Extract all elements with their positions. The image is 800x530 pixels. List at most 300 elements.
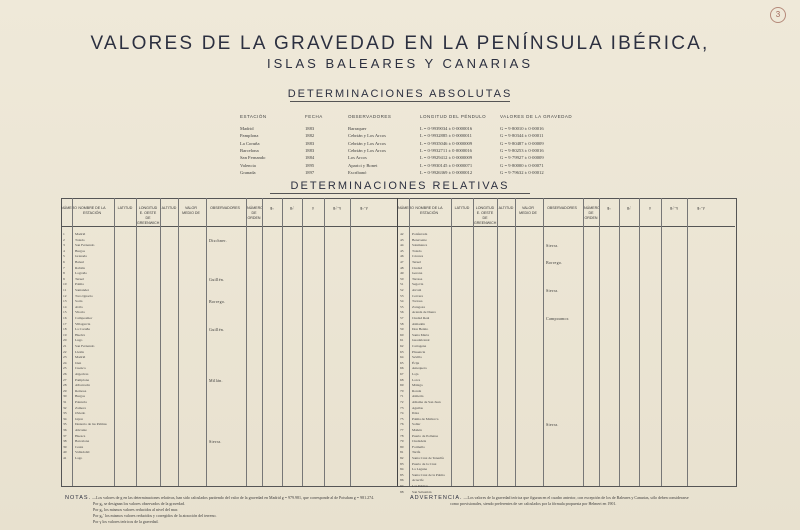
relativas-middle-rule (397, 198, 398, 486)
relativas-station-name: Soller (412, 422, 421, 427)
relativas-col-header: γ (649, 206, 651, 210)
relativas-row-number: 88 (400, 489, 404, 494)
relativas-col-header: ALTITUD (161, 206, 177, 210)
relativas-row-number: 58 (400, 321, 404, 326)
relativas-row-number: 55 (400, 304, 404, 309)
relativas-station-name: Palma (75, 282, 84, 287)
relativas-station-name: Campoamor (75, 316, 93, 320)
relativas-row-number: 63 (400, 349, 404, 354)
abs-col-gravedad: VALORES DE LA GRAVEDAD (500, 114, 573, 119)
absolutas-cell-obs: Escribanó (348, 169, 367, 175)
relativas-col-header: NOMBRE DE LA ESTACIÓN (78, 206, 106, 215)
relativas-row-number: 17 (63, 321, 67, 326)
advertencia-label: ADVERTENCIA. (410, 495, 463, 501)
relativas-col-header: VALOR MEDIO DE (182, 206, 200, 215)
relativas-row-number: 29 (63, 388, 67, 393)
relativas-row-number: 73 (400, 405, 404, 410)
relativas-column-rule (262, 198, 263, 486)
relativas-row-number: 2 (63, 237, 65, 242)
relativas-col-header: NOMBRE DE LA ESTACIÓN (415, 206, 443, 215)
relativas-station-name: Algeciras (75, 372, 89, 376)
relativas-row-number: 5 (63, 254, 65, 259)
relativas-column-rule (619, 198, 620, 486)
relativas-row-number: 54 (400, 299, 404, 304)
relativas-column-rule (72, 198, 73, 486)
relativas-station-name: Gijon (75, 416, 83, 421)
relativas-column-rule (543, 198, 544, 486)
relativas-station-name: Avila (75, 304, 83, 309)
absolutas-cell-grav: G = 9·80010 ± 0·00016 (500, 126, 544, 131)
relativas-row-number: 59 (400, 327, 404, 332)
relativas-column-rule (136, 198, 137, 486)
absolutas-cell-grav: G = 9·80253 ± 0·00016 (500, 147, 544, 153)
relativas-row-number: 10 (63, 282, 67, 287)
relativas-station-name: Albarracín (75, 383, 90, 388)
relativas-row-number: 49 (400, 271, 404, 276)
absolutas-cell-fecha: 1883 (305, 140, 315, 146)
absolutas-cell-fecha: 1882 (305, 133, 315, 139)
relativas-col-header: g₀′−γ (669, 206, 679, 210)
relativas-row-number: 51 (400, 282, 404, 287)
relativas-station-name: Lugo (75, 338, 83, 343)
absolutas-cell-fecha: 1883 (305, 126, 315, 131)
absolutas-cell-estacion: La Coruña (240, 140, 260, 146)
relativas-col-header: g₀ (270, 206, 274, 210)
relativas-station-name: Rabida (75, 265, 85, 270)
relativas-station-name: Toledo (75, 237, 85, 242)
abs-col-observadores: OBSERVADORES (348, 114, 392, 119)
relativas-row-number: 65 (400, 360, 404, 365)
relativas-col-header: OBSERVADORES (210, 206, 240, 210)
relativas-row-number: 61 (400, 338, 404, 343)
relativas-row-number: 48 (400, 265, 404, 270)
relativas-station-name: Baleal (75, 260, 84, 264)
relativas-station-name: Oviedo (75, 411, 86, 416)
relativas-row-number: 27 (63, 377, 67, 382)
relativas-col-header: g₀−γ (697, 206, 705, 210)
observer-group-label: Sierra. (546, 422, 559, 428)
relativas-station-name: Huesca (75, 433, 86, 438)
relativas-station-name: Madrid (75, 232, 86, 236)
relativas-row-number: 50 (400, 276, 404, 281)
relativas-row-number: 32 (63, 405, 67, 410)
observer-group-label: Guillén. (209, 276, 225, 282)
relativas-row-number: 45 (400, 248, 404, 253)
relativas-column-rule (515, 198, 516, 486)
relativas-column-rule (687, 198, 688, 486)
relativas-station-name: Vitoria (75, 310, 85, 315)
relativas-station-name: Teruel (75, 276, 84, 281)
relativas-row-number: 60 (400, 332, 404, 337)
relativas-row-number: 79 (400, 439, 404, 444)
relativas-row-number: 62 (400, 344, 404, 348)
relativas-row-number: 71 (400, 394, 404, 399)
relativas-row-number: 21 (63, 344, 67, 348)
relativas-station-name: Benavente (412, 237, 427, 242)
relativas-row-number: 56 (400, 310, 404, 315)
relativas-station-name: Madrid (75, 355, 86, 360)
relativas-station-name: Palma de Mallorca (412, 416, 439, 421)
relativas-heading: DETERMINACIONES RELATIVAS (290, 180, 510, 192)
observer-group-label: Millán. (209, 377, 223, 383)
relativas-station-name: Valladolid (75, 450, 90, 455)
relativas-station-name: La Coruña (75, 327, 90, 332)
relativas-col-header: g₀ (607, 206, 611, 210)
relativas-station-name: Santa Cruz de Tenerife (412, 456, 445, 460)
relativas-column-rule (409, 198, 410, 486)
relativas-row-number: 68 (400, 377, 404, 382)
relativas-row-number: 86 (400, 478, 404, 483)
relativas-column-rule (497, 198, 498, 486)
relativas-station-name: Cuenca (75, 366, 86, 371)
relativas-row-number: 41 (63, 456, 67, 460)
relativas-row-number: 15 (63, 310, 67, 315)
observer-group-label: Sierra. (209, 439, 222, 445)
absolutas-row (0, 133, 800, 140)
relativas-station-name: San Sebastián (412, 489, 432, 494)
relativas-row-number: 84 (400, 467, 404, 472)
observer-group-label: Guillén. (209, 327, 225, 333)
relativas-station-name: Ponferrada (412, 232, 428, 236)
relativas-row-number: 13 (63, 299, 67, 304)
absolutas-cell-grav: G = 9·80000 ± 0·00071 (500, 162, 544, 168)
relativas-station-name: Ronda (412, 388, 422, 393)
relativas-station-name: Palencia (75, 400, 87, 404)
relativas-row-number: 43 (400, 237, 404, 242)
relativas-station-name: Toro Ignacio (75, 293, 93, 298)
relativas-station-name: Sevilla (412, 355, 422, 360)
relativas-station-name: Zamora (75, 405, 86, 410)
relativas-row-number: 6 (63, 260, 65, 264)
observer-group-label: Sierra. (546, 288, 559, 293)
relativas-row-number: 44 (400, 243, 404, 248)
relativas-row-number: 34 (63, 416, 67, 421)
relativas-row-number: 83 (400, 461, 404, 466)
advertencia-line: como provisionales, siendo preferentes de ser calculados por la fórmula propuesta por Helmert en 1901. (450, 501, 617, 506)
advertencia-block (410, 495, 740, 507)
relativas-station-name: Barcelona (75, 439, 90, 444)
absolutas-cell-long: L = 0·9932885 ± 0·0000011 (420, 133, 472, 139)
relativas-row-number: 12 (63, 293, 67, 298)
relativas-station-name: Teruel (412, 260, 421, 264)
page-number-badge: 3 (770, 7, 786, 23)
relativas-station-name: Alicante (75, 428, 87, 432)
relativas-row-number: 1 (63, 232, 65, 236)
relativas-col-header: NÚMERO DE ORDEN (584, 206, 600, 220)
relativas-row-number: 38 (63, 439, 67, 444)
notas-line: Por γ los valores teóricos de la gravedad. (93, 519, 159, 524)
absolutas-cell-long: L = 0·9929412 ± 0·0000009 (420, 155, 473, 161)
relativas-station-name: Burgos (75, 394, 86, 399)
absolutas-cell-obs: Los Arcos (348, 155, 367, 161)
relativas-row-number: 24 (63, 360, 67, 365)
relativas-station-name: Salamanca (412, 243, 428, 248)
relativas-station-name: Mahón (412, 428, 422, 432)
relativas-col-header: NÚMERO (398, 206, 414, 210)
relativas-station-name: Villagarcía (75, 321, 91, 326)
relativas-station-name: Cartagena (412, 344, 427, 348)
relativas-station-name: Plasencia (412, 349, 426, 354)
relativas-row-number: 66 (400, 366, 404, 371)
relativas-row-number: 81 (400, 450, 404, 455)
relativas-station-name: Toledo (412, 248, 422, 253)
absolutas-cell-estacion: Madrid (240, 126, 254, 131)
relativas-station-name: Alcalá (412, 288, 422, 292)
relativas-station-name: Tortosa (412, 299, 423, 304)
relativas-station-name: Logroño (75, 271, 88, 276)
relativas-station-name: Arrecife (412, 478, 424, 483)
relativas-row-number: 69 (400, 383, 404, 388)
relativas-station-name: Cervera (412, 293, 424, 298)
relativas-column-rule (583, 198, 584, 486)
absolutas-cell-obs: Cebrián y Los Arcos (348, 147, 386, 153)
relativas-station-name: Don Benito (412, 327, 429, 332)
relativas-station-name: Aguilas (412, 405, 423, 410)
relativas-row-number: 26 (63, 372, 67, 376)
relativas-col-header: g₀′ (289, 206, 295, 210)
relativas-column-rule (350, 198, 351, 486)
relativas-rule (270, 193, 530, 194)
absolutas-cell-long: L = 0·9930145 ± 0·0000071 (420, 162, 473, 168)
relativas-row-number: 52 (400, 288, 404, 292)
absolutas-cell-long: L = 0·9932711 ± 0·0000016 (420, 147, 472, 153)
relativas-station-name: Puerto de Pollensa (412, 433, 439, 438)
abs-col-longitud: LONGITUD DEL PÉNDULO (420, 114, 487, 119)
relativas-row-number: 87 (400, 484, 404, 488)
relativas-col-header: LATITUD (454, 206, 470, 210)
relativas-column-rule (178, 198, 179, 486)
relativas-station-name: Alhama de San Juan (412, 400, 441, 404)
relativas-station-name: Segovia (412, 282, 424, 287)
absolutas-cell-fecha: 1883 (305, 147, 315, 153)
absolutas-cell-fecha: 1895 (305, 162, 315, 168)
relativas-row-number: 53 (400, 293, 404, 298)
relativas-station-name: Reinosa (75, 388, 87, 393)
relativas-row-number: 4 (63, 248, 65, 253)
relativas-row-number: 36 (63, 428, 67, 432)
relativas-column-rule (160, 198, 161, 486)
relativas-station-name: Écija (412, 360, 420, 365)
observer-group-label: Borrego. (209, 299, 226, 305)
relativas-station-name: Granada (75, 254, 87, 259)
relativas-row-number: 16 (63, 316, 67, 320)
relativas-station-name: Aranda de Duero (412, 310, 437, 315)
relativas-table-header (61, 198, 735, 227)
relativas-station-name: Soria (75, 299, 83, 304)
relativas-col-header: NÚMERO DE ORDEN (247, 206, 263, 220)
relativas-station-name: Ibiza (412, 411, 419, 416)
absolutas-cell-grav: G = 9·80487 ± 0·00009 (500, 140, 544, 146)
relativas-station-name: Ceuta (75, 444, 84, 449)
relativas-station-name: Lleida (75, 349, 84, 354)
relativas-row-number: 40 (63, 450, 67, 455)
relativas-row-number: 19 (63, 332, 67, 337)
observer-group-label: Campoamor. (546, 316, 570, 321)
notas-block (65, 495, 395, 525)
absolutas-cell-fecha: 1897 (305, 169, 315, 175)
absolutas-row (0, 163, 800, 170)
relativas-station-name: Cáceres (412, 254, 424, 259)
absolutas-cell-obs: Aparici y Bonet (348, 162, 378, 168)
relativas-station-name: Almería (412, 394, 424, 399)
relativas-row-number: 70 (400, 388, 404, 393)
relativas-station-name: Almadén (412, 321, 425, 326)
relativas-row-number: 76 (400, 422, 404, 427)
relativas-row-number: 80 (400, 444, 404, 449)
absolutas-cell-obs: Cebrián y Los Arcos (348, 140, 386, 146)
relativas-row-number: 31 (63, 400, 67, 404)
absolutas-cell-grav: G = 9·79632 ± 0·00012 (500, 169, 544, 175)
notas-label: NOTAS. (65, 495, 92, 501)
relativas-station-name: Ciudad (412, 265, 423, 270)
relativas-station-name: San Fernando (75, 243, 95, 248)
relativas-column-rule (206, 198, 207, 486)
relativas-row-number: 67 (400, 372, 404, 376)
relativas-col-header: OBSERVADORES (547, 206, 577, 210)
relativas-row-number: 28 (63, 383, 67, 388)
relativas-row-number: 30 (63, 394, 67, 399)
absolutas-cell-obs: Barraquer (348, 126, 367, 131)
relativas-station-name: San Fernando (75, 344, 95, 348)
relativas-row-number: 20 (63, 338, 67, 343)
relativas-station-name: Puerto de la Cruz (412, 461, 437, 466)
relativas-station-name: Formello (412, 444, 425, 449)
relativas-row-number: 39 (63, 444, 67, 449)
absolutas-cell-estacion: Barcelona (240, 147, 259, 153)
relativas-row-number: 74 (400, 411, 404, 416)
absolutas-cell-estacion: San Fernando (240, 155, 266, 161)
relativas-row-number: 72 (400, 400, 404, 404)
absolutas-row (0, 155, 800, 162)
relativas-row-number: 37 (63, 433, 67, 438)
observer-group-label: Dischner. (209, 237, 227, 243)
relativas-column-rule (639, 198, 640, 486)
relativas-station-name: Ciudad Real (412, 316, 430, 320)
absolutas-row (0, 148, 800, 155)
relativas-col-header: g₀′−γ (332, 206, 342, 210)
relativas-station-name: Huelva (75, 332, 86, 337)
relativas-row-number: 8 (63, 271, 65, 276)
relativas-station-name: Guadalcanal (412, 338, 430, 343)
relativas-row-number: 18 (63, 327, 67, 332)
document-title: VALORES DE LA GRAVEDAD EN LA PENÍNSULA IBÉRICA, (90, 33, 710, 54)
relativas-row-number: 47 (400, 260, 404, 264)
absolutas-cell-obs: Cebrián y Los Arcos (348, 133, 386, 139)
relativas-col-header: ALTITUD (498, 206, 514, 210)
relativas-row-number: 35 (63, 422, 67, 427)
abs-col-estacion: ESTACIÓN (240, 114, 267, 119)
relativas-station-name: Desierto de las Palmas (75, 422, 107, 427)
absolutas-cell-estacion: Granada (240, 169, 256, 175)
absolutas-cell-grav: G = 9·79927 ± 0·00009 (500, 155, 544, 161)
relativas-station-name: Lago (75, 456, 83, 460)
relativas-row-number: 64 (400, 355, 404, 360)
relativas-row-number: 57 (400, 316, 404, 320)
absolutas-cell-estacion: Pamplona (240, 133, 259, 139)
absolutas-cell-grav: G = 9·80344 ± 0·00011 (500, 133, 544, 139)
relativas-col-header: γ (312, 206, 314, 210)
relativas-col-header: g₀−γ (360, 206, 368, 210)
absolutas-cell-long: L = 0·9935046 ± 0·0000009 (420, 140, 473, 146)
absolutas-cell-fecha: 1884 (305, 155, 315, 161)
advertencia-line: —Los valores de la gravedad teórica que figuran en el cuadro anterior, con excepción de los de Baleares y Canarias, sólo deben considerarse (463, 495, 689, 500)
relativas-row-number: 11 (63, 288, 67, 292)
relativas-column-rule (661, 198, 662, 486)
relativas-station-name: Jáen (75, 360, 82, 365)
relativas-row-number: 82 (400, 456, 404, 460)
relativas-station-name: Lorca (412, 377, 421, 382)
relativas-col-header: NÚMERO (61, 206, 77, 210)
relativas-row-number: 25 (63, 366, 67, 371)
relativas-row-number: 33 (63, 411, 67, 416)
relativas-station-name: Santa Marta (412, 332, 430, 337)
relativas-station-name: Burgos (75, 248, 86, 253)
relativas-station-name: Santa Cruz de la Palma (412, 472, 445, 477)
relativas-station-name: Santander (75, 288, 89, 292)
relativas-column-rule (451, 198, 452, 486)
notas-line: Por g₀ los mismos valores reducidos al nivel del mar. (93, 507, 178, 512)
relativas-col-header: g₀′ (626, 206, 632, 210)
relativas-row-number: 75 (400, 416, 404, 421)
document-subtitle: ISLAS BALEARES Y CANARIAS (267, 56, 533, 71)
observer-group-label: Sierra. (546, 243, 559, 249)
relativas-col-header: VALOR MEDIO DE (519, 206, 537, 215)
relativas-station-name: Málaga (412, 383, 423, 388)
absolutas-cell-long: L = 0·9939034 ± 0·0000016 (420, 126, 473, 131)
notas-line: Por g₀′ los mismos valores reducidos y corregidos de la atracción del terreno. (93, 513, 217, 518)
notas-line: Por g₀ se designan los valores observados de la gravedad. (93, 501, 186, 506)
relativas-col-header: LATITUD (117, 206, 133, 210)
relativas-station-name: Las Palmas (412, 484, 429, 488)
relativas-col-header: LONGITUD E. OESTE DE GREENWICH (137, 206, 160, 225)
observer-group-label: Borrego. (546, 260, 563, 265)
relativas-column-rule (246, 198, 247, 486)
relativas-row-number: 46 (400, 254, 404, 259)
relativas-column-rule (599, 198, 600, 486)
absolutas-row (0, 126, 800, 133)
relativas-station-name: Gerona (412, 271, 423, 276)
absolutas-row (0, 141, 800, 148)
relativas-row-number: 14 (63, 304, 67, 309)
relativas-row-number: 7 (63, 265, 65, 270)
relativas-station-name: Tarrasa (412, 276, 423, 281)
absolutas-row (0, 170, 800, 177)
notas-line: —Los valores de g en las determinaciones relativas, han sido calculados partiendo del valor de la gravedad en Madrid g = 979.981, que corresponde al de Potsdam g = 981.274. (92, 495, 375, 500)
relativas-station-name: Ciudadela (412, 439, 427, 444)
relativas-row-number: 77 (400, 428, 404, 432)
relativas-row-number: 22 (63, 349, 67, 354)
relativas-col-header: LONGITUD E. OESTE DE GREENWICH (474, 206, 497, 225)
relativas-column-rule (473, 198, 474, 486)
relativas-row-number: 78 (400, 433, 404, 438)
abs-col-fecha: FECHA (305, 114, 323, 119)
relativas-column-rule (114, 198, 115, 486)
relativas-station-name: La Laguna (412, 467, 428, 472)
relativas-row-number: 3 (63, 243, 65, 248)
relativas-row-number: 42 (400, 232, 404, 236)
relativas-row-number: 9 (63, 276, 65, 281)
relativas-column-rule (302, 198, 303, 486)
relativas-column-rule (324, 198, 325, 486)
absolutas-heading: DETERMINACIONES ABSOLUTAS (287, 88, 513, 100)
absolutas-cell-estacion: Valencia (240, 162, 256, 168)
relativas-station-name: Loja (412, 372, 419, 376)
relativas-row-number: 23 (63, 355, 67, 360)
absolutas-rule (290, 101, 510, 102)
relativas-station-name: Tarifa (412, 450, 421, 455)
relativas-station-name: Pamplona (75, 377, 89, 382)
relativas-row-number: 85 (400, 472, 404, 477)
